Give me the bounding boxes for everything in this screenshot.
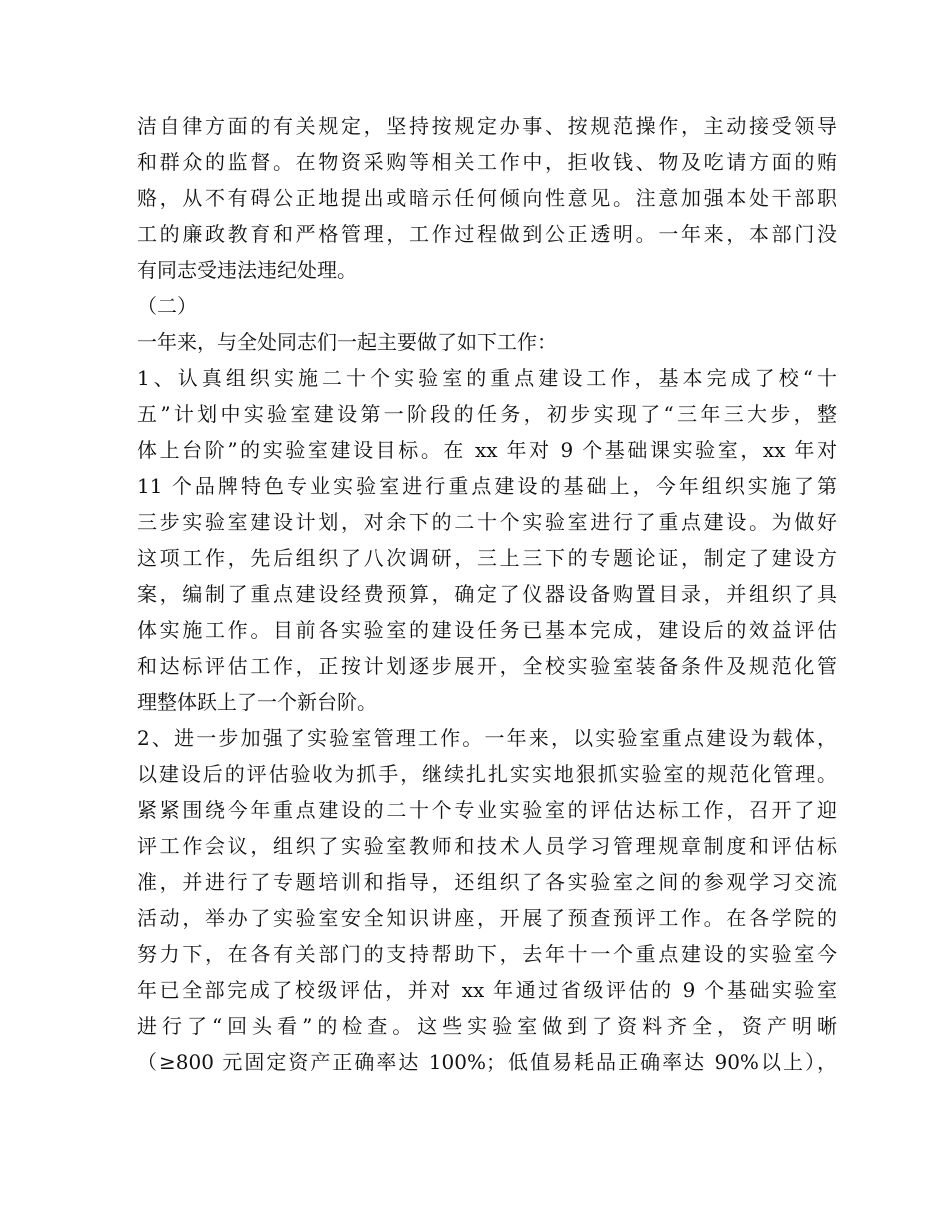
- text-line: 1、认真组织实施二十个实验室的重点建设工作，基本完成了校“十: [137, 366, 837, 390]
- text-line: 体上台阶”的实验室建设目标。在 xx 年对 9 个基础课实验室，xx 年对: [137, 438, 837, 462]
- text-line: 理整体跃上了一个新台阶。: [137, 690, 377, 714]
- text-line: 一年来，与全处同志们一起主要做了如下工作：: [137, 330, 557, 354]
- text-line: 五”计划中实验室建设第一阶段的任务，初步实现了“三年三大步，整: [137, 402, 837, 426]
- text-line: 工的廉政教育和严格管理，工作过程做到公正透明。一年来，本部门没: [137, 222, 837, 246]
- text-line: 和群众的监督。在物资采购等相关工作中，拒收钱、物及吃请方面的贿: [137, 150, 837, 174]
- text-line: 准，并进行了专题培训和指导，还组织了各实验室之间的参观学习交流: [137, 870, 837, 894]
- text-line: 有同志受违法违纪处理。: [137, 258, 357, 282]
- text-line: 和达标评估工作，正按计划逐步展开，全校实验室装备条件及规范化管: [137, 654, 837, 678]
- text-line: 案，编制了重点建设经费预算，确定了仪器设备购置目录，并组织了具: [137, 582, 837, 606]
- text-line: （二）: [137, 294, 197, 318]
- text-line: 三步实验室建设计划，对余下的二十个实验室进行了重点建设。为做好: [137, 510, 837, 534]
- text-line: 2、进一步加强了实验室管理工作。一年来，以实验室重点建设为载体，: [137, 726, 837, 750]
- text-line: 活动，举办了实验室安全知识讲座，开展了预查预评工作。在各学院的: [137, 906, 837, 930]
- text-line: 努力下，在各有关部门的支持帮助下，去年十一个重点建设的实验室今: [137, 942, 837, 966]
- text-line: 评工作会议，组织了实验室教师和技术人员学习管理规章制度和评估标: [137, 834, 837, 858]
- text-line: 洁自律方面的有关规定，坚持按规定办事、按规范操作，主动接受领导: [137, 114, 837, 138]
- text-line: 进行了“回头看”的检查。这些实验室做到了资料齐全，资产明晰: [137, 1014, 837, 1038]
- text-line: 紧紧围绕今年重点建设的二十个专业实验室的评估达标工作，召开了迎: [137, 798, 837, 822]
- text-line: （≥800 元固定资产正确率达 100%；低值易耗品正确率达 90%以上），: [137, 1050, 837, 1074]
- document-body: [137, 108, 837, 1080]
- text-line: 这项工作，先后组织了八次调研，三上三下的专题论证，制定了建设方: [137, 546, 837, 570]
- text-line: 赂，从不有碍公正地提出或暗示任何倾向性意见。注意加强本处干部职: [137, 186, 837, 210]
- text-line: 以建设后的评估验收为抓手，继续扎扎实实地狠抓实验室的规范化管理。: [137, 762, 837, 786]
- text-line: 年已全部完成了校级评估，并对 xx 年通过省级评估的 9 个基础实验室: [137, 978, 837, 1002]
- text-line: 11 个品牌特色专业实验室进行重点建设的基础上，今年组织实施了第: [137, 474, 837, 498]
- text-line: 体实施工作。目前各实验室的建设任务已基本完成，建设后的效益评估: [137, 618, 837, 642]
